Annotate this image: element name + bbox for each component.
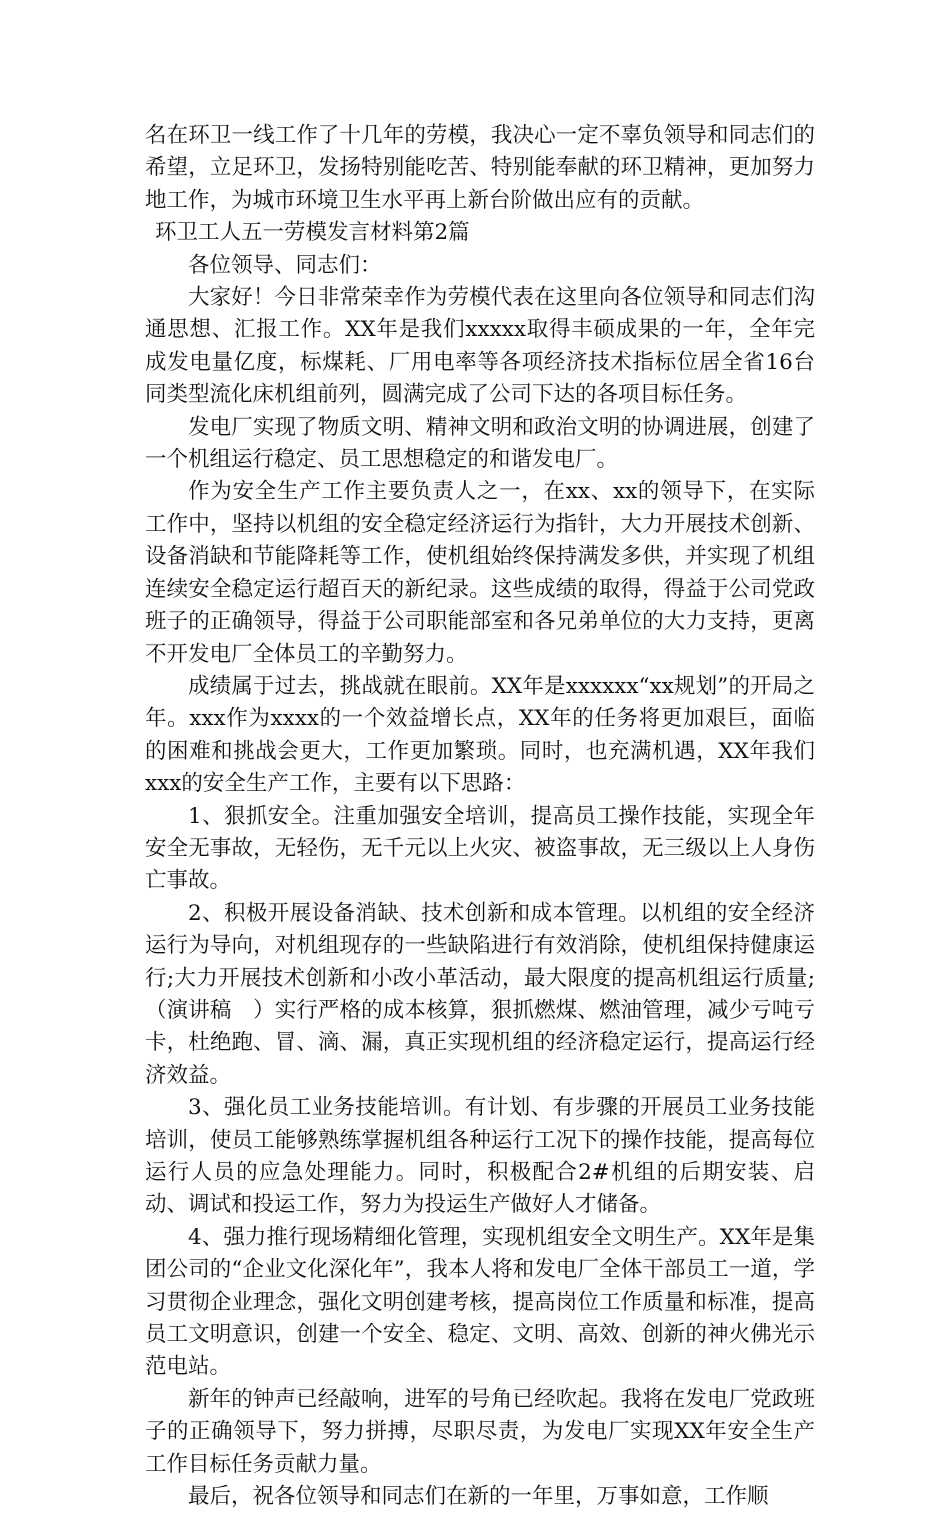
- closing-paragraph: 最后，祝各位领导和同志们在新的一年里，万事如意，工作顺: [188, 1484, 769, 1510]
- list-item: 1、狠抓安全。注重加强安全培训，提高员工操作技能，实现全年安全无事故，无轻伤，无千元以上火灾、被盗事故，无三级以上人身伤亡事故。: [145, 803, 815, 894]
- paragraph: 大家好！今日非常荣幸作为劳模代表在这里向各位领导和同志们沟通思想、汇报工作。XX年是我们xxxxx取得丰硕成果的一年，全年完成发电量亿度，标煤耗、厂用电率等各项经济技术指标位居全省16台同类型流化床机组前列，圆满完成了公司下达的各项目标任务。: [145, 285, 815, 408]
- paragraph-continuation: 名在环卫一线工作了十几年的劳模，我决心一定不辜负领导和同志们的希望，立足环卫，发扬特别能吃苦、特别能奉献的环卫精神，更加努力地工作，为城市环境卫生水平再上新台阶做出应有的贡献。: [145, 123, 815, 213]
- list-item: 3、强化员工业务技能培训。有计划、有步骤的开展员工业务技能培训，使员工能够熟练掌握机组各种运行工况下的操作技能，提高每位运行人员的应急处理能力。同时，积极配合2#机组的后期安装、启动、调试和投运工作，努力为投运生产做好人才储备。: [145, 1095, 815, 1218]
- list-item: 4、强力推行现场精细化管理，实现机组安全文明生产。XX年是集团公司的“企业文化深化年”，我本人将和发电厂全体干部员工一道，学习贯彻企业理念，强化文明创建考核，提高岗位工作质量和标准，提高员工文明意识，创建一个安全、稳定、文明、高效、创新的神火佛光示范电站。: [145, 1224, 815, 1380]
- salutation: 各位领导、同志们：: [188, 252, 382, 278]
- paragraph: 发电厂实现了物质文明、精神文明和政治文明的协调进展，创建了一个机组运行稳定、员工思想稳定的和谐发电厂。: [145, 414, 815, 473]
- paragraph: 新年的钟声已经敲响，进军的号角已经吹起。我将在发电厂党政班子的正确领导下，努力拼搏，尽职尽责，为发电厂实现XX年安全生产工作目标任务贡献力量。: [145, 1386, 815, 1477]
- list-item: 2、积极开展设备消缺、技术创新和成本管理。以机组的安全经济运行为导向，对机组现存的一些缺陷进行有效消除，使机组保持健康运行;大力开展技术创新和小改小革活动，最大限度的提高机组运行质量;（演讲稿 ）实行严格的成本核算，狠抓燃煤、燃油管理，减少亏吨亏卡，杜绝跑、冒、滴、漏，真正实现机组的经济稳定运行，提高运行经济效益。: [145, 900, 815, 1088]
- paragraph: 成绩属于过去，挑战就在眼前。XX年是xxxxxx“xx规划”的开局之年。xxx作为xxxx的一个效益增长点，XX年的任务将更加艰巨，面临的困难和挑战会更大，工作更加繁琐。同时，也充满机遇，XX年我们xxx的安全生产工作，主要有以下思路：: [145, 673, 815, 797]
- paragraph: 作为安全生产工作主要负责人之一，在xx、xx的领导下，在实际工作中，坚持以机组的安全稳定经济运行为指针，大力开展技术创新、设备消缺和节能降耗等工作，使机组始终保持满发多供，并实现了机组连续安全稳定运行超百天的新纪录。这些成绩的取得，得益于公司党政班子的正确领导，得益于公司职能部室和各兄弟单位的大力支持，更离不开发电厂全体员工的辛勤努力。: [145, 479, 815, 667]
- section-heading: 环卫工人五一劳模发言材料第2篇: [155, 220, 470, 246]
- document-body: [145, 120, 815, 1513]
